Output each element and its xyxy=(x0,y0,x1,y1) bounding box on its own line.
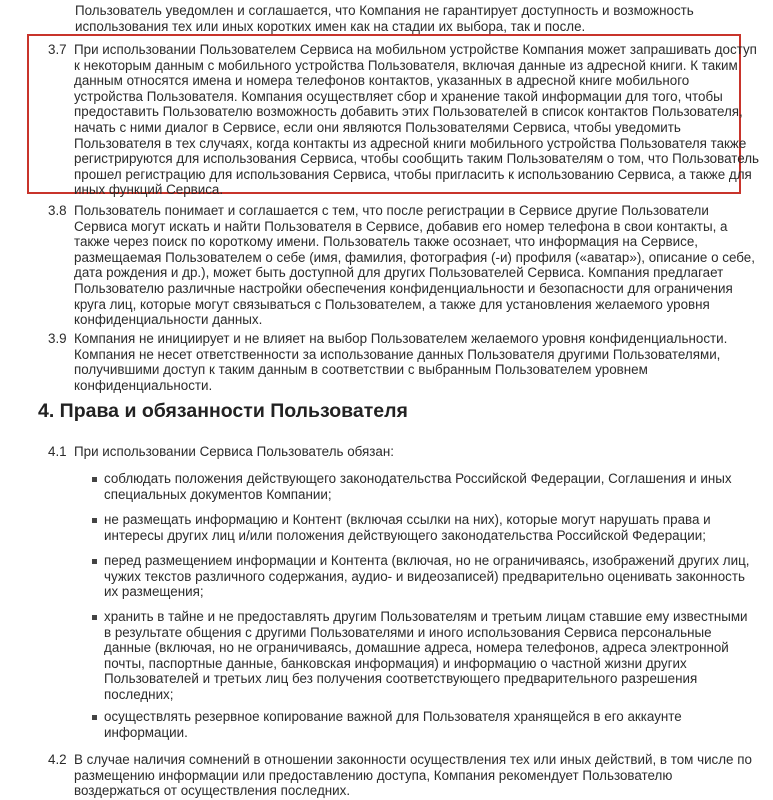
paragraph-text xyxy=(74,42,759,198)
text-line: воздержаться от осуществления последних. xyxy=(74,783,351,799)
text-line: данные (включая, но не ограничиваясь, домашние адреса, номера телефонов, адреса электронной xyxy=(104,640,729,656)
text-line: прошел регистрацию для использования Сервиса, чтобы пригласить к использованию Сервиса, а также для xyxy=(74,166,752,182)
paragraph-number: 3.9 xyxy=(48,331,67,346)
bullet-icon xyxy=(92,518,97,523)
text-line: При использовании Сервиса Пользователь обязан: xyxy=(74,444,394,459)
text-line: Компания не несет ответственности за использование данных Пользователя другими Пользователями, xyxy=(74,346,721,362)
text-line: в результате общения с другими Пользователями и иного использования Сервиса персональные xyxy=(104,624,712,640)
paragraph-text xyxy=(74,331,727,393)
paragraph-number: 3.8 xyxy=(48,203,67,218)
text-line: Пользователь уведомлен и соглашается, что Компания не гарантирует доступность и возможность xyxy=(75,3,694,18)
text-line: соблюдать положения действующего законодательства Российской Федерации, Соглашения и иных xyxy=(104,471,732,486)
text-line: иных функций Сервиса. xyxy=(74,182,224,198)
text-line: Пользователь понимает и соглашается с тем, что после регистрации в Сервисе другие Пользователи xyxy=(74,203,709,218)
text-line: В случае наличия сомнений в отношении законности осуществления тех или иных действий, в том числе по xyxy=(74,752,752,767)
text-line: Пользователю различные настройки обеспечения конфиденциальности и безопасности для ограничения xyxy=(74,280,733,296)
text-line: хранить в тайне и не предоставлять другим Пользователям и третьим лицам ставшие ему известными xyxy=(104,609,748,624)
text-line: к некоторым данным с мобильного устройства Пользователя, включая данные из адресной книги. К таким xyxy=(74,57,738,73)
list-item-text xyxy=(104,553,749,600)
bullet-icon xyxy=(92,615,97,620)
text-line: регистрируются для использования Сервиса, чтобы сообщить таким Пользователям о том, что Пользователь xyxy=(74,151,760,167)
text-line: использования тех или иных коротких имен как на стадии их выбора, так и после. xyxy=(75,18,586,34)
text-line: получившими доступ к таким данным в соответствии с выбранным Пользователем уровнем xyxy=(74,362,648,378)
paragraph-text xyxy=(74,444,394,460)
text-line: не размещать информацию и Контент (включая ссылки на них), которые могут нарушать права и xyxy=(104,512,711,527)
paragraph-text xyxy=(74,203,755,328)
paragraph-intro xyxy=(75,3,694,34)
text-line: дата рождения и др.), может быть доступной для других Пользователей Сервиса. Компания предлагает xyxy=(74,265,724,281)
text-line: размещаемая Пользователем о себе (имя, фамилия, фотография (-и) профиля («аватар»), описание о себе, xyxy=(74,249,755,265)
text-line: Сервиса могут искать и найти Пользователя в Сервисе, добавив его номер телефона в свои контакты, а xyxy=(74,218,728,234)
text-line: интересы других лиц и/или положения действующего законодательства Российской Федерации; xyxy=(104,527,706,543)
text-line: предоставить Пользователю возможность добавить этих Пользователей в список контактов Пользователя, xyxy=(74,104,743,120)
text-line: также через поиск по короткому имени. Пользователь также осознает, что информация на Сервисе, xyxy=(74,234,698,250)
text-line: чужих текстов различного содержания, аудио- и видеозаписей) предварительно оценивать законность xyxy=(104,568,745,584)
section-heading: 4. Права и обязанности Пользователя xyxy=(38,400,408,422)
text-line: почты, паспортные данные, банковская информация) и информацию о частной жизни других xyxy=(104,655,687,671)
text-line: конфиденциальности данных. xyxy=(74,312,263,328)
bullet-icon xyxy=(92,477,97,482)
list-item-text xyxy=(104,471,732,502)
text-line: перед размещением информации и Контента (включая, но не ограничиваясь, изображений других лиц, xyxy=(104,553,750,568)
paragraph-number: 3.7 xyxy=(48,42,67,57)
list-item-text xyxy=(104,709,682,740)
text-line: специальных документов Компании; xyxy=(104,486,332,502)
text-line: их размещения; xyxy=(104,584,204,600)
list-item-text xyxy=(104,609,748,703)
text-line: круга лиц, которые могут связываться с Пользователем, а также для установления желаемого уровня xyxy=(74,296,710,312)
text-line: Пользователя в тех случаях, когда контакты из адресной книги мобильного устройства Пользователя также xyxy=(74,135,747,151)
text-line: начать с ними диалог в Сервисе, если они являются Пользователями Сервиса, чтобы уведомить xyxy=(74,119,681,135)
text-line: размещению информации или предоставлению доступа, Компания рекомендует Пользователю xyxy=(74,767,673,783)
text-line: Компания не инициирует и не влияет на выбор Пользователем желаемого уровня конфиденциальности. xyxy=(74,331,728,346)
paragraph-text xyxy=(74,752,752,799)
paragraph-number: 4.1 xyxy=(48,444,67,459)
text-line: последних; xyxy=(104,686,174,702)
text-line: Пользователей и третьих лиц без получения соответствующего предварительного разрешения xyxy=(104,671,698,687)
bullet-icon xyxy=(92,715,97,720)
bullet-icon xyxy=(92,559,97,564)
text-line: информации. xyxy=(104,724,188,740)
text-line: конфиденциальности. xyxy=(74,377,213,393)
paragraph-number: 4.2 xyxy=(48,752,67,767)
list-item-text xyxy=(104,512,711,543)
text-line: устройства Пользователя. Компания осуществляет сбор и хранение такой информации для того, чтобы xyxy=(74,88,723,104)
text-line: При использовании Пользователем Сервиса на мобильном устройстве Компания может запрашивать доступ xyxy=(74,42,757,57)
text-line: данным относятся имена и номера телефонов контактов, указанных в адресной книге мобильного xyxy=(74,73,690,89)
text-line: осуществлять резервное копирование важной для Пользователя хранящейся в его аккаунте xyxy=(104,709,682,724)
